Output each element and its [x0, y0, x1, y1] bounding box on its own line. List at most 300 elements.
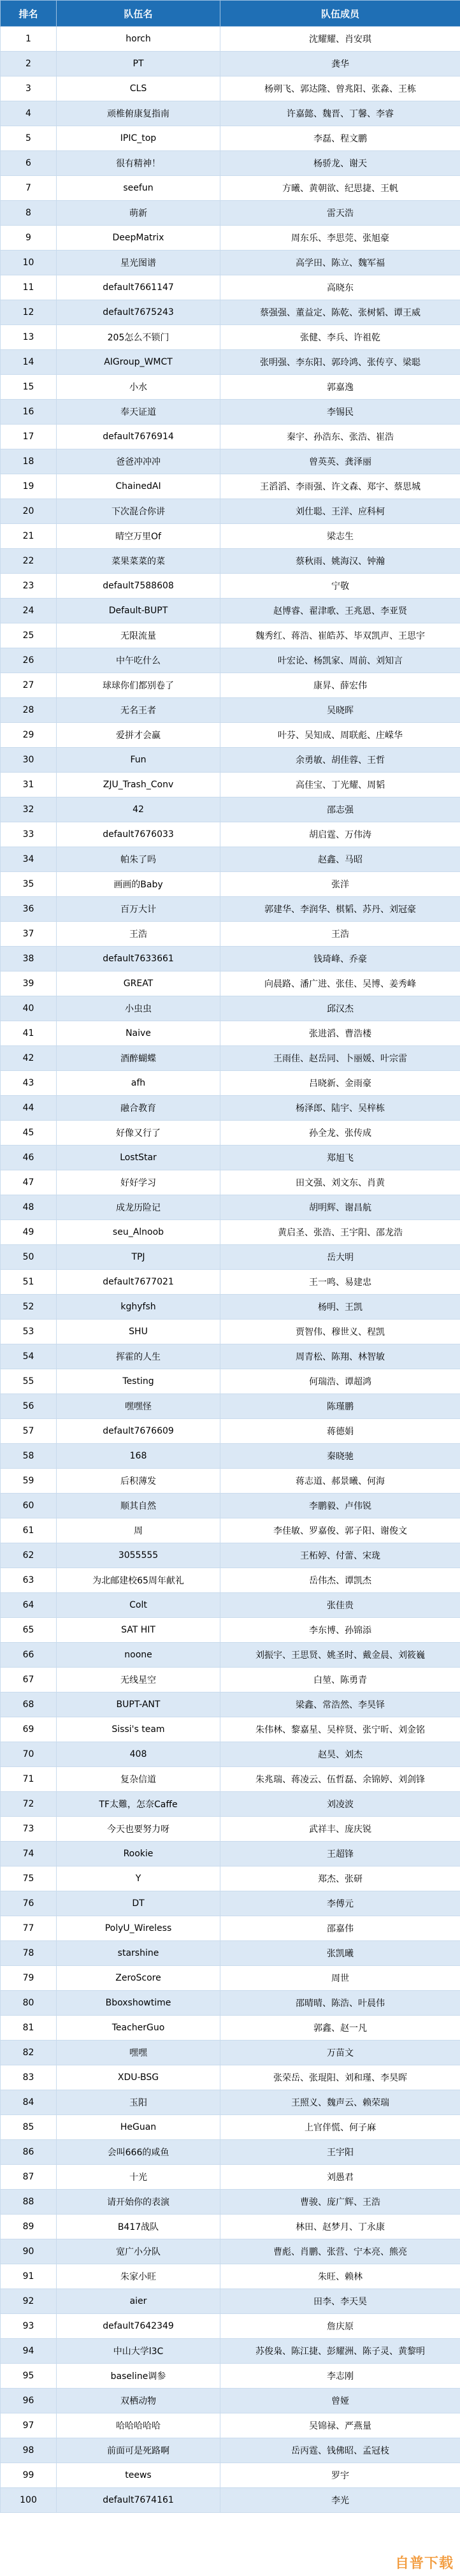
table-row [1, 2190, 460, 2215]
team-members-cell: 林田、赵梦月、丁永康 [220, 2215, 460, 2239]
table-row [1, 574, 460, 599]
table-row [1, 947, 460, 971]
table-row [1, 1021, 460, 1046]
team-members-cell: 刘愚君 [220, 2165, 460, 2190]
team-name-cell: starshine [57, 1941, 220, 1966]
team-members-cell: 郑旭飞 [220, 1146, 460, 1170]
table-row [1, 2438, 460, 2463]
table-row [1, 1170, 460, 1195]
team-members-cell: 王一鸣、易建忠 [220, 1270, 460, 1295]
team-members-cell: 张荣岳、张琨阳、刘和瑾、李昊晖 [220, 2065, 460, 2090]
rank-cell: 16 [1, 400, 57, 425]
team-members-cell: 张健、李兵、许祖乾 [220, 325, 460, 350]
table-row [1, 425, 460, 449]
rank-cell: 12 [1, 300, 57, 325]
team-members-cell: 许嘉懿、魏晋、丁馨、李睿 [220, 101, 460, 126]
rank-cell: 69 [1, 1717, 57, 1742]
team-members-cell: 张凯曦 [220, 1941, 460, 1966]
rank-cell: 86 [1, 2140, 57, 2165]
team-name-cell: 无线星空 [57, 1668, 220, 1692]
team-members-cell: 李傅元 [220, 1891, 460, 1916]
table-row [1, 1792, 460, 1817]
team-name-cell: Naive [57, 1021, 220, 1046]
table-row [1, 375, 460, 400]
team-name-cell: Fun [57, 748, 220, 773]
table-row [1, 1469, 460, 1494]
table-row [1, 1295, 460, 1320]
rank-cell: 5 [1, 126, 57, 151]
table-row [1, 2463, 460, 2488]
rank-cell: 79 [1, 1966, 57, 1991]
rank-cell: 58 [1, 1444, 57, 1469]
table-row [1, 2314, 460, 2339]
table-row [1, 2364, 460, 2389]
team-members-cell: 李鹏毅、卢伟锐 [220, 1494, 460, 1518]
table-row [1, 2389, 460, 2413]
rank-cell: 17 [1, 425, 57, 449]
table-row [1, 524, 460, 549]
table-row [1, 1071, 460, 1096]
team-members-cell: 余勇敏、胡佳蓉、王哲 [220, 748, 460, 773]
team-members-cell: 陈瑾鹏 [220, 1394, 460, 1419]
team-name-cell: SHU [57, 1320, 220, 1344]
team-name-cell: 下次混合你讲 [57, 499, 220, 524]
team-name-cell: 为北邮建校65周年献礼 [57, 1568, 220, 1593]
rank-cell: 78 [1, 1941, 57, 1966]
table-row [1, 723, 460, 748]
team-name-cell: default7588608 [57, 574, 220, 599]
table-row [1, 1220, 460, 1245]
team-name-cell: 会叫666的咸鱼 [57, 2140, 220, 2165]
table-row [1, 2165, 460, 2190]
team-name-cell: 爱拼才会赢 [57, 723, 220, 748]
table-row [1, 1046, 460, 1071]
rank-cell: 50 [1, 1245, 57, 1270]
team-name-cell: noone [57, 1643, 220, 1668]
table-row [1, 52, 460, 76]
table-row [1, 2339, 460, 2364]
header-team-name: 队伍名 [57, 1, 220, 27]
team-members-cell: 王柘婷、付蕾、宋珑 [220, 1543, 460, 1568]
table-row [1, 1096, 460, 1121]
table-row [1, 350, 460, 375]
team-name-cell: 嘿嘿 [57, 2041, 220, 2065]
rank-cell: 100 [1, 2488, 57, 2513]
team-name-cell: 菜果菜菜的菜 [57, 549, 220, 574]
rank-cell: 35 [1, 872, 57, 897]
table-row [1, 101, 460, 126]
rank-cell: 46 [1, 1146, 57, 1170]
team-members-cell: 邵晴晴、陈浩、叶晨伟 [220, 1991, 460, 2016]
table-row [1, 1692, 460, 1717]
team-name-cell: 小水 [57, 375, 220, 400]
table-row [1, 176, 460, 201]
team-name-cell: 顽椎俯康复指南 [57, 101, 220, 126]
team-members-cell: 王宇阳 [220, 2140, 460, 2165]
team-members-cell: 蒋志道、郝景曦、何海 [220, 1469, 460, 1494]
rank-cell: 63 [1, 1568, 57, 1593]
rank-cell: 40 [1, 996, 57, 1021]
team-name-cell: 408 [57, 1742, 220, 1767]
rank-cell: 80 [1, 1991, 57, 2016]
team-name-cell: horch [57, 27, 220, 52]
team-members-cell: 叶宏论、杨凯家、周前、刘知言 [220, 648, 460, 673]
rank-cell: 93 [1, 2314, 57, 2339]
rank-cell: 87 [1, 2165, 57, 2190]
table-row [1, 226, 460, 251]
team-members-cell: 吴晓晖 [220, 698, 460, 723]
team-name-cell: 十光 [57, 2165, 220, 2190]
team-name-cell: 顺其自然 [57, 1494, 220, 1518]
rank-cell: 91 [1, 2264, 57, 2289]
rank-cell: 26 [1, 648, 57, 673]
rank-cell: 54 [1, 1344, 57, 1369]
rank-cell: 42 [1, 1046, 57, 1071]
table-row [1, 1394, 460, 1419]
team-members-cell: 康昇、薛宏伟 [220, 673, 460, 698]
table-row [1, 1618, 460, 1643]
rank-cell: 62 [1, 1543, 57, 1568]
table-row [1, 1494, 460, 1518]
team-members-cell: 邵嘉伟 [220, 1916, 460, 1941]
table-row [1, 1767, 460, 1792]
team-members-cell: 朱伟林、黎嘉星、吴梓贤、张宁昕、刘金铭 [220, 1717, 460, 1742]
table-row [1, 922, 460, 947]
team-members-cell: 曾娅 [220, 2389, 460, 2413]
table-row [1, 76, 460, 101]
rank-cell: 99 [1, 2463, 57, 2488]
team-members-cell: 朱兆瑞、蒋凌云、伍哲磊、余锦婷、刘剑锋 [220, 1767, 460, 1792]
team-members-cell: 王雨佳、赵岳同、卜丽媛、叶宗雷 [220, 1046, 460, 1071]
table-body [1, 27, 460, 2513]
team-name-cell: default7675243 [57, 300, 220, 325]
team-members-cell: 胡启霆、万伟涛 [220, 822, 460, 847]
table-row [1, 2090, 460, 2115]
team-members-cell: 梁鑫、常浩然、李昊铎 [220, 1692, 460, 1717]
table-row [1, 549, 460, 574]
rank-cell: 20 [1, 499, 57, 524]
team-name-cell: 小虫虫 [57, 996, 220, 1021]
team-members-cell: 高佳宝、丁光耀、周韬 [220, 773, 460, 797]
team-members-cell: 吴锦禄、严燕量 [220, 2413, 460, 2438]
team-members-cell: 上官伴慌、何子麻 [220, 2115, 460, 2140]
team-name-cell: 42 [57, 797, 220, 822]
rank-cell: 90 [1, 2239, 57, 2264]
team-members-cell: 岳大明 [220, 1245, 460, 1270]
team-members-cell: 武祥丰、庞庆锐 [220, 1817, 460, 1842]
rank-cell: 88 [1, 2190, 57, 2215]
team-members-cell: 田李、李天昊 [220, 2289, 460, 2314]
rank-cell: 13 [1, 325, 57, 350]
team-name-cell: default7677021 [57, 1270, 220, 1295]
team-members-cell: 郭鑫、赵一凡 [220, 2016, 460, 2041]
rank-cell: 23 [1, 574, 57, 599]
rank-cell: 33 [1, 822, 57, 847]
team-members-cell: 钱琦峰、乔豪 [220, 947, 460, 971]
team-members-cell: 宁敬 [220, 574, 460, 599]
table-row [1, 474, 460, 499]
rank-cell: 89 [1, 2215, 57, 2239]
team-name-cell: afh [57, 1071, 220, 1096]
team-members-cell: 张进滔、曹浩楼 [220, 1021, 460, 1046]
table-row [1, 1518, 460, 1543]
rank-cell: 41 [1, 1021, 57, 1046]
team-name-cell: 205怎么不锁门 [57, 325, 220, 350]
table-row [1, 499, 460, 524]
table-row [1, 325, 460, 350]
rank-cell: 15 [1, 375, 57, 400]
team-name-cell: 融合教育 [57, 1096, 220, 1121]
team-name-cell: AIGroup_WMCT [57, 350, 220, 375]
team-members-cell: 龚华 [220, 52, 460, 76]
team-name-cell: 萌新 [57, 201, 220, 226]
team-members-cell: 周世 [220, 1966, 460, 1991]
table-row [1, 1842, 460, 1867]
team-members-cell: 吕晓新、金雨豪 [220, 1071, 460, 1096]
rank-cell: 77 [1, 1916, 57, 1941]
table-row [1, 2488, 460, 2513]
team-name-cell: baseline调参 [57, 2364, 220, 2389]
rank-cell: 52 [1, 1295, 57, 1320]
team-name-cell: 晴空万里Of [57, 524, 220, 549]
rank-cell: 82 [1, 2041, 57, 2065]
team-members-cell: 郭嘉逸 [220, 375, 460, 400]
rank-cell: 61 [1, 1518, 57, 1543]
rank-cell: 71 [1, 1767, 57, 1792]
team-members-cell: 杨泽郎、陆宇、吴梓栋 [220, 1096, 460, 1121]
team-members-cell: 蔡秋雨、姚海汉、钟瀚 [220, 549, 460, 574]
table-row [1, 773, 460, 797]
team-members-cell: 蔡强强、董益定、陈乾、张树韬、谭王威 [220, 300, 460, 325]
table-row [1, 1245, 460, 1270]
team-name-cell: 请开始你的表演 [57, 2190, 220, 2215]
header-team-members: 队伍成员 [220, 1, 460, 27]
team-members-cell: 何瑞浩、谭超鸿 [220, 1369, 460, 1394]
rank-cell: 11 [1, 275, 57, 300]
rank-cell: 75 [1, 1867, 57, 1891]
team-members-cell: 岳伟杰、谭凯杰 [220, 1568, 460, 1593]
team-name-cell: 画画的Baby [57, 872, 220, 897]
rank-cell: 3 [1, 76, 57, 101]
team-members-cell: 雷天浩 [220, 201, 460, 226]
rank-cell: 39 [1, 971, 57, 996]
team-name-cell: CLS [57, 76, 220, 101]
team-members-cell: 刘振宇、王思贤、姚圣时、戴金晨、刘筱巍 [220, 1643, 460, 1668]
table-row [1, 126, 460, 151]
team-name-cell: aier [57, 2289, 220, 2314]
table-row [1, 2016, 460, 2041]
table-row [1, 1966, 460, 1991]
team-members-cell: 张佳贵 [220, 1593, 460, 1618]
team-members-cell: 曾英英、龚泽丽 [220, 449, 460, 474]
team-name-cell: B417战队 [57, 2215, 220, 2239]
team-name-cell: teews [57, 2463, 220, 2488]
rank-cell: 70 [1, 1742, 57, 1767]
table-row [1, 1643, 460, 1668]
rank-cell: 72 [1, 1792, 57, 1817]
rank-cell: 94 [1, 2339, 57, 2364]
table-row [1, 1543, 460, 1568]
team-name-cell: 后积薄发 [57, 1469, 220, 1494]
table-row [1, 2140, 460, 2165]
team-name-cell: default7674161 [57, 2488, 220, 2513]
table-row [1, 2041, 460, 2065]
rank-cell: 30 [1, 748, 57, 773]
table-row [1, 996, 460, 1021]
rank-cell: 43 [1, 1071, 57, 1096]
team-name-cell: 球球你们都别卷了 [57, 673, 220, 698]
table-row [1, 1991, 460, 2016]
team-members-cell: 李光 [220, 2488, 460, 2513]
rank-cell: 24 [1, 599, 57, 623]
team-name-cell: 奉天证道 [57, 400, 220, 425]
team-name-cell: default7661147 [57, 275, 220, 300]
rank-cell: 14 [1, 350, 57, 375]
rank-cell: 37 [1, 922, 57, 947]
table-row [1, 599, 460, 623]
rank-cell: 95 [1, 2364, 57, 2389]
rank-cell: 44 [1, 1096, 57, 1121]
table-row [1, 2264, 460, 2289]
table-row [1, 797, 460, 822]
rank-cell: 25 [1, 623, 57, 648]
rank-cell: 81 [1, 2016, 57, 2041]
table-row [1, 971, 460, 996]
team-name-cell: default7676914 [57, 425, 220, 449]
team-name-cell: 周 [57, 1518, 220, 1543]
rank-cell: 76 [1, 1891, 57, 1916]
team-name-cell: HeGuan [57, 2115, 220, 2140]
team-name-cell: 玉阳 [57, 2090, 220, 2115]
team-name-cell: LostStar [57, 1146, 220, 1170]
team-name-cell: ZJU_Trash_Conv [57, 773, 220, 797]
team-members-cell: 王超锋 [220, 1842, 460, 1867]
rank-cell: 57 [1, 1419, 57, 1444]
table-row [1, 1121, 460, 1146]
team-members-cell: 高晓东 [220, 275, 460, 300]
rank-cell: 66 [1, 1643, 57, 1668]
team-name-cell: Testing [57, 1369, 220, 1394]
team-name-cell: DeepMatrix [57, 226, 220, 251]
table-row [1, 1344, 460, 1369]
table-header [1, 1, 460, 27]
team-members-cell: 方曦、黄朝欲、纪思捷、王帆 [220, 176, 460, 201]
rank-cell: 28 [1, 698, 57, 723]
rank-cell: 7 [1, 176, 57, 201]
team-members-cell: 魏秀红、蒋浩、崔皓苏、毕双凯声、王思宇 [220, 623, 460, 648]
rank-cell: 2 [1, 52, 57, 76]
team-members-cell: 郑杰、张研 [220, 1867, 460, 1891]
team-name-cell: 中午吃什么 [57, 648, 220, 673]
rank-cell: 36 [1, 897, 57, 922]
team-members-cell: 梁志生 [220, 524, 460, 549]
rank-cell: 22 [1, 549, 57, 574]
rank-cell: 10 [1, 251, 57, 275]
team-name-cell: 168 [57, 1444, 220, 1469]
team-members-cell: 王浩 [220, 922, 460, 947]
table-row [1, 151, 460, 176]
team-members-cell: 赵博睿、翟津歌、王兆恩、李亚贤 [220, 599, 460, 623]
team-members-cell: 贾智伟、穆世义、程凯 [220, 1320, 460, 1344]
rank-cell: 83 [1, 2065, 57, 2090]
table-row [1, 1419, 460, 1444]
rank-cell: 64 [1, 1593, 57, 1618]
rank-cell: 98 [1, 2438, 57, 2463]
rank-cell: 97 [1, 2413, 57, 2438]
table-row [1, 1593, 460, 1618]
team-name-cell: 帕朱了吗 [57, 847, 220, 872]
rank-cell: 21 [1, 524, 57, 549]
rank-cell: 1 [1, 27, 57, 52]
team-members-cell: 叶芬、吴知成、周联彪、庄嵘华 [220, 723, 460, 748]
rank-cell: 4 [1, 101, 57, 126]
rank-cell: 74 [1, 1842, 57, 1867]
table-row [1, 648, 460, 673]
team-members-cell: 白堃、陈勇青 [220, 1668, 460, 1692]
team-name-cell: Colt [57, 1593, 220, 1618]
team-members-cell: 张明强、李东阳、郭玲鸿、张传亨、梁聪 [220, 350, 460, 375]
team-members-cell: 邵志强 [220, 797, 460, 822]
team-name-cell: default7633661 [57, 947, 220, 971]
table-row [1, 2289, 460, 2314]
team-members-cell: 苏俊枭、陈江捷、彭耀洲、陈子灵、黄黎明 [220, 2339, 460, 2364]
table-row [1, 1668, 460, 1692]
team-name-cell: 很有精神！ [57, 151, 220, 176]
team-name-cell: seu_Alnoob [57, 1220, 220, 1245]
rank-cell: 65 [1, 1618, 57, 1643]
team-name-cell: SAT HIT [57, 1618, 220, 1643]
team-members-cell: 高学田、陈立、魏军福 [220, 251, 460, 275]
table-row [1, 449, 460, 474]
team-name-cell: Sissi's team [57, 1717, 220, 1742]
table-row [1, 1916, 460, 1941]
rank-cell: 55 [1, 1369, 57, 1394]
table-row [1, 1891, 460, 1916]
team-name-cell: Rookie [57, 1842, 220, 1867]
team-members-cell: 周东乐、李思莞、张旭豪 [220, 226, 460, 251]
rank-cell: 48 [1, 1195, 57, 1220]
table-row [1, 673, 460, 698]
rank-cell: 51 [1, 1270, 57, 1295]
rank-cell: 38 [1, 947, 57, 971]
team-members-cell: 詹庆原 [220, 2314, 460, 2339]
table-row [1, 251, 460, 275]
team-members-cell: 罗宇 [220, 2463, 460, 2488]
team-members-cell: 李志刚 [220, 2364, 460, 2389]
table-row [1, 1941, 460, 1966]
rank-cell: 18 [1, 449, 57, 474]
table-row [1, 275, 460, 300]
table-row [1, 1717, 460, 1742]
table-row [1, 400, 460, 425]
team-members-cell: 沈耀耀、肖安琪 [220, 27, 460, 52]
rank-cell: 47 [1, 1170, 57, 1195]
rank-cell: 45 [1, 1121, 57, 1146]
team-members-cell: 郭建华、李润华、棋韬、苏丹、刘冠豪 [220, 897, 460, 922]
team-members-cell: 李佳敏、罗嘉俊、郭子阳、谢俊文 [220, 1518, 460, 1543]
team-name-cell: 复杂信道 [57, 1767, 220, 1792]
table-row [1, 1742, 460, 1767]
team-name-cell: PT [57, 52, 220, 76]
team-name-cell: seefun [57, 176, 220, 201]
table-row [1, 1867, 460, 1891]
rank-cell: 96 [1, 2389, 57, 2413]
team-members-cell: 曹骏、庞广辉、王浩 [220, 2190, 460, 2215]
header-rank: 排名 [1, 1, 57, 27]
header-row [1, 1, 460, 27]
rank-cell: 9 [1, 226, 57, 251]
team-name-cell: 哈哈哈哈哈 [57, 2413, 220, 2438]
